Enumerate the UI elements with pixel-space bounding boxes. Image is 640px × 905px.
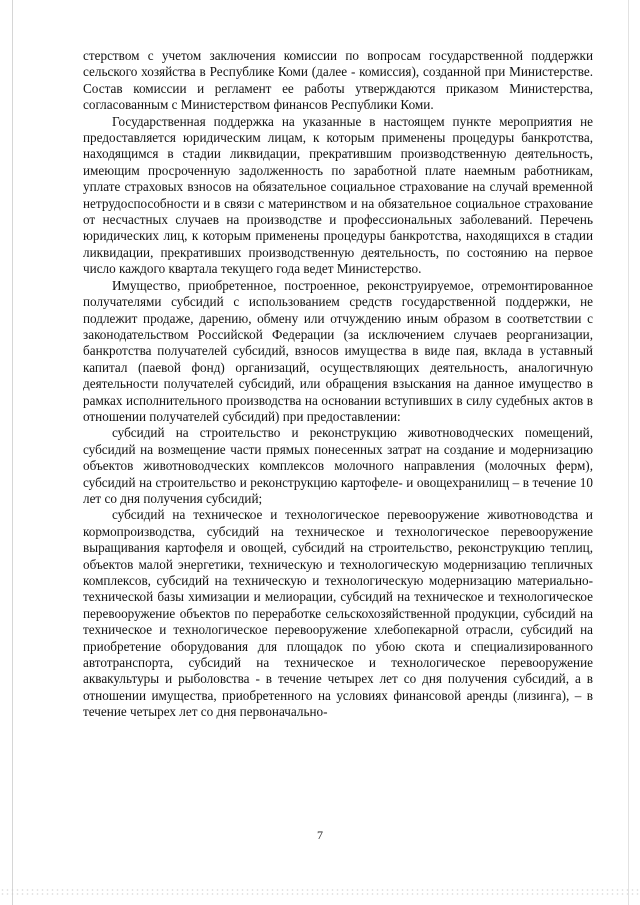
paragraph-livestock-subsidies: субсидий на строительство и реконструкцию животноводческих помещений, субсидий на возмещение части прямых понесенных затрат на создание и модернизацию объектов животноводческих комплексов молочного направления (молочных ферм), субсидий на строительство и реконструкцию картофеле- и овощехранилищ – в течение 10 лет со дня получения субсидий; [83, 425, 593, 506]
page-number: 7 [317, 828, 323, 842]
paragraph-property-restrictions: Имущество, приобретенное, построенное, реконструируемое, отремонтированное получателями субсидий с использованием средств государственной поддержки, не подлежит продаже, дарению, обмену или отчуждению иным образом в соответствии с законодательством Российской Федерации (за исключением случаев реорганизации, банкротства получателей субсидий, взносов имущества в виде пая, вклада в уставный капитал (паевой фонд) организаций, осуществляющих деятельность, аналогичную деятельности получателей субсидий, или обращения взыскания на данное имущество в рамках исполнительного производства на основании вступивших в силу судебных актов в отношении получателей субсидий) при предоставлении: [83, 277, 593, 424]
scan-noise [0, 888, 640, 896]
paragraph-technical-subsidies: субсидий на техническое и технологическое перевооружение животноводства и кормопроизводства, субсидий на техническое и технологическое перевооружение выращивания картофеля и овощей, субсидий на строительство, реконструкцию теплиц, объектов малой энергетики, техническую и технологическую модернизацию тепличных комплексов, субсидий на техническую и технологическую модернизацию материально-технической базы химизации и мелиорации, субсидий на техническое и технологическое перевооружение объектов по переработке сельскохозяйственной продукции, субсидий на техническое и технологическое перевооружение хлебопекарной отрасли, субсидий на приобретение оборудования для площадок по убою скота и специализированного автотранспорта, субсидий на техническое и технологическое перевооружение аквакультуры и рыболовства - в течение четырех лет со дня получения субсидий, а в отношении имущества, приобретенного на условиях финансовой аренды (лизинга), – в течение четырех лет со дня первоначально- [83, 507, 593, 720]
scan-edge-left [12, 0, 13, 905]
scan-edge-right [628, 0, 629, 905]
paragraph-continuation: стерством с учетом заключения комиссии по вопросам государственной поддержки сельского хозяйства в Республике Коми (далее - комиссия), созданной при Министерстве. Состав комиссии и регламент ее работы утверждаются приказом Министерства, согласованным с Министерством финансов Республики Коми. [83, 48, 593, 113]
document-body [83, 48, 593, 721]
paragraph-state-support: Государственная поддержка на указанные в настоящем пункте мероприятия не предоставляется юридическим лицам, к которым применены процедуры банкротства, находящимся в стадии ликвидации, прекратившим производственную деятельность, имеющим просроченную задолженность по заработной плате наемным работникам, уплате страховых взносов на обязательное социальное страхование на случай временной нетрудоспособности и в связи с материнством и на обязательное социальное страхование от несчастных случаев на производстве и профессиональных заболеваний. Перечень юридических лиц, к которым применены процедуры банкротства, находящихся в стадии ликвидации, прекративших производственную деятельность, по состоянию на первое число каждого квартала текущего года ведет Министерство. [83, 113, 593, 277]
